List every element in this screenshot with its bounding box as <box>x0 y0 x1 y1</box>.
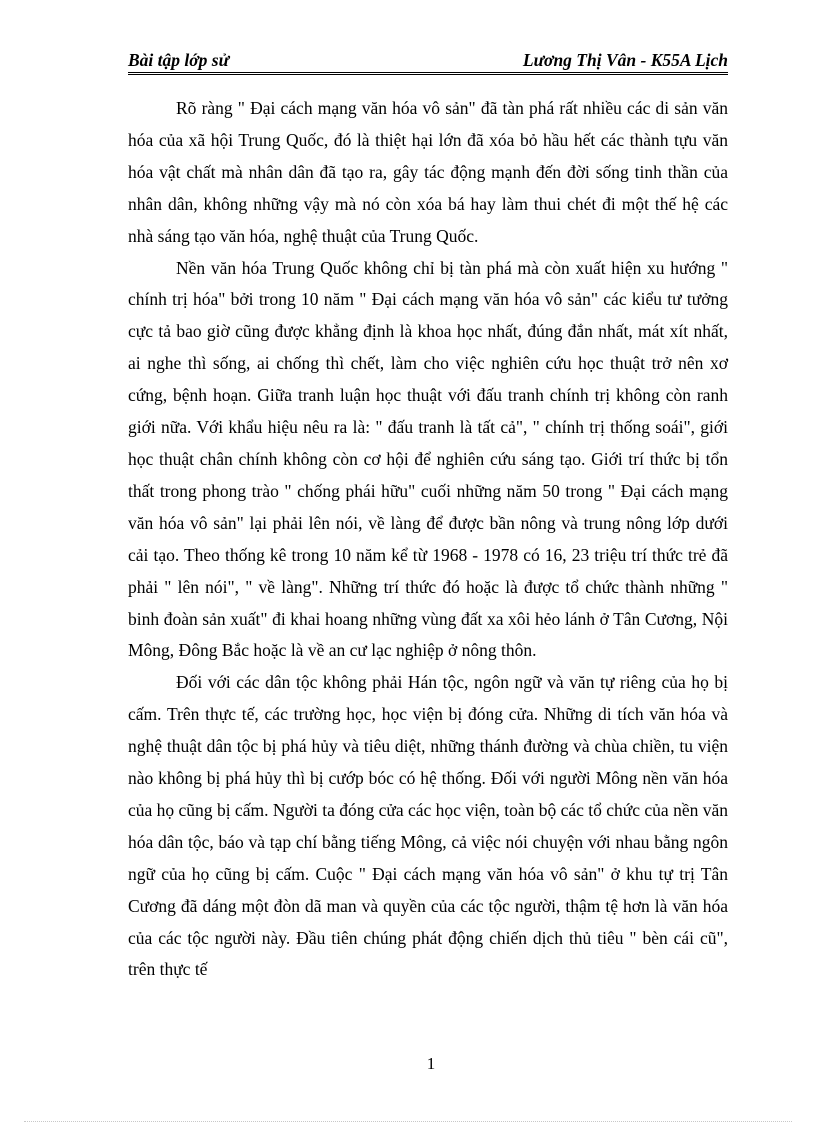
page-header-left: Bài tập lớp sử <box>128 50 230 70</box>
page-number: 1 <box>426 1054 436 1073</box>
header-divider <box>128 72 728 75</box>
page-header-right: Lương Thị Vân - K55A Lịch <box>522 50 728 70</box>
document-body <box>128 93 728 986</box>
paragraph-2: Nền văn hóa Trung Quốc không chỉ bị tàn phá mà còn xuất hiện xu hướng " chính trị hóa" bởi trong 10 năm " Đại cách mạng văn hóa vô sản" các kiểu tư tưởng cực tả bao giờ cũng được khẳng định là khoa học nhất, đúng đắn nhất, mát xít nhất, ai nghe thì sống, ai chống thì chết, làm cho việc nghiên cứu học thuật trở nên xơ cứng, bệnh hoạn. Giữa tranh luận học thuật với đấu tranh chính trị không còn ranh giới nữa. Với khẩu hiệu nêu ra là: " đấu tranh là tất cả", " chính trị thống soái", giới học thuật chân chính không còn cơ hội để nghiên cứu sáng tạo. Giới trí thức bị tổn thất trong phong trào " chống phái hữu" cuối những năm 50 trong " Đại cách mạng văn hóa vô sản" lại phải lên nói, về làng để được bần nông và trung nông lớp dưới cải tạo. Theo thống kê trong 10 năm kể từ 1968 - 1978 có 16, 23 triệu trí thức trẻ đã phải " lên nói", " về làng". Những trí thức đó hoặc là được tổ chức thành những " binh đoàn sản xuất" đi khai hoang những vùng đất xa xôi hẻo lánh ở Tân Cương, Nội Mông, Đông Bắc hoặc là về an cư lạc nghiệp ở nông thôn. <box>128 257 728 661</box>
paragraph-1: Rõ ràng " Đại cách mạng văn hóa vô sản" đã tàn phá rất nhiều các di sản văn hóa của xã hội Trung Quốc, đó là thiệt hại lớn đã xóa bỏ hầu hết các thành tựu văn hóa vật chất mà nhân dân đã tạo ra, gây tác động mạnh đến đời sống tinh thần của nhân dân, không những vậy mà nó còn xóa bá hay làm thui chét đi một thế hệ các nhà sáng tạo văn hóa, nghệ thuật của Trung Quốc. <box>128 98 728 246</box>
page-bottom-border <box>24 1121 792 1122</box>
paragraph-3: Đối với các dân tộc không phải Hán tộc, ngôn ngữ và văn tự riêng của họ bị cấm. Trên thực tế, các trường học, học viện bị đóng cửa. Những di tích văn hóa và nghệ thuật dân tộc bị phá hủy và tiêu diệt, những thánh đường và chùa chiền, tu viện nào không bị phá hủy thì bị cướp bóc có hệ thống. Đối với người Mông nền văn hóa của họ cũng bị cấm. Người ta đóng cửa các học viện, toàn bộ các tổ chức của nền văn hóa dân tộc, báo và tạp chí bằng tiếng Mông, cả việc nói chuyện với nhau bằng ngôn ngữ của họ cũng bị cấm. Cuộc " Đại cách mạng văn hóa vô sản" ở khu tự trị Tân Cương đã dáng một đòn dã man và quyền của các tộc người, thậm tệ hơn là văn hóa của các tộc người này. Đầu tiên chúng phát động chiến dịch thủ tiêu " bèn cái cũ", trên thực tế <box>128 672 728 980</box>
